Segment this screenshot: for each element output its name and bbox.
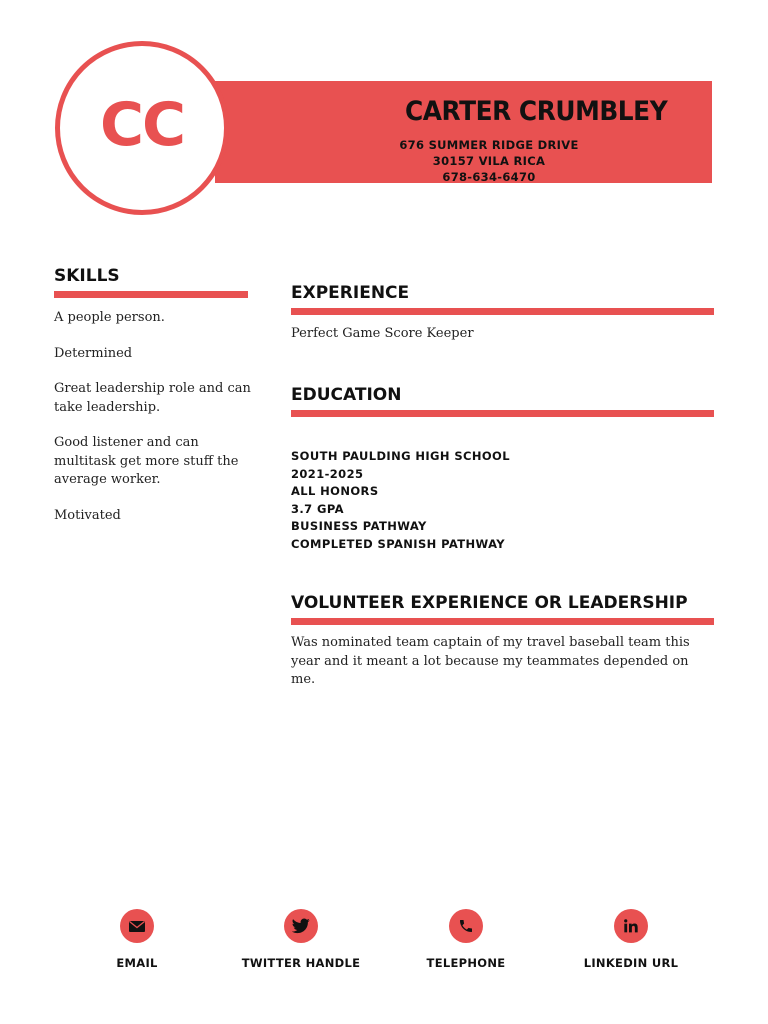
monogram-circle	[55, 41, 229, 215]
linkedin-icon[interactable]	[614, 909, 648, 943]
twitter-label[interactable]: TWITTER HANDLE	[241, 956, 361, 970]
skill-item: Determined	[54, 345, 133, 361]
skill-item: Great leadership role and can take leadership.	[54, 381, 251, 415]
education-divider	[291, 410, 714, 417]
skill-item: Good listener and can multitask get more stuff the average worker.	[54, 435, 239, 487]
twitter-bird-icon[interactable]	[284, 909, 318, 943]
experience-divider	[291, 308, 714, 315]
skills-heading: SKILLS	[54, 266, 120, 286]
phone-handset-icon[interactable]	[449, 909, 483, 943]
education-line: COMPLETED SPANISH PATHWAY	[291, 536, 506, 551]
address-line-1: 676 SUMMER RIDGE DRIVE	[399, 138, 579, 152]
education-line: ALL HONORS	[291, 484, 379, 499]
twitter-link[interactable]	[221, 909, 381, 970]
skill-item: A people person.	[54, 310, 165, 325]
candidate-name: CARTER CRUMBLEY	[405, 96, 668, 127]
education-line: SOUTH PAULDING HIGH SCHOOL	[291, 449, 510, 463]
email-link[interactable]	[57, 909, 217, 970]
address-line-2: 30157 VILA RICA	[432, 154, 546, 168]
skills-divider	[54, 291, 248, 298]
volunteer-text: Was nominated team captain of my travel baseball team this year and it meant a lot because my teammates depended on me.	[291, 635, 690, 687]
volunteer-heading: VOLUNTEER EXPERIENCE OR LEADERSHIP	[291, 593, 688, 613]
education-line: 3.7 GPA	[291, 501, 344, 516]
skills-list	[54, 309, 254, 542]
education-details	[291, 448, 510, 554]
skill-item: Motivated	[54, 507, 121, 523]
contact-block	[395, 137, 583, 185]
email-label[interactable]: EMAIL	[116, 956, 158, 970]
envelope-icon[interactable]	[120, 909, 154, 943]
education-heading: EDUCATION	[291, 385, 402, 405]
linkedin-label[interactable]: LINKEDIN URL	[583, 956, 679, 970]
experience-text: Perfect Game Score Keeper	[291, 326, 474, 341]
education-line: BUSINESS PATHWAY	[291, 519, 427, 534]
monogram-initials: CC	[99, 90, 185, 160]
telephone-link[interactable]	[386, 909, 546, 970]
linkedin-link[interactable]	[551, 909, 711, 970]
phone-number: 678-634-6470	[442, 170, 536, 184]
volunteer-divider	[291, 618, 714, 625]
telephone-label[interactable]: TELEPHONE	[426, 956, 506, 970]
education-line: 2021-2025	[291, 466, 364, 481]
experience-heading: EXPERIENCE	[291, 283, 410, 303]
